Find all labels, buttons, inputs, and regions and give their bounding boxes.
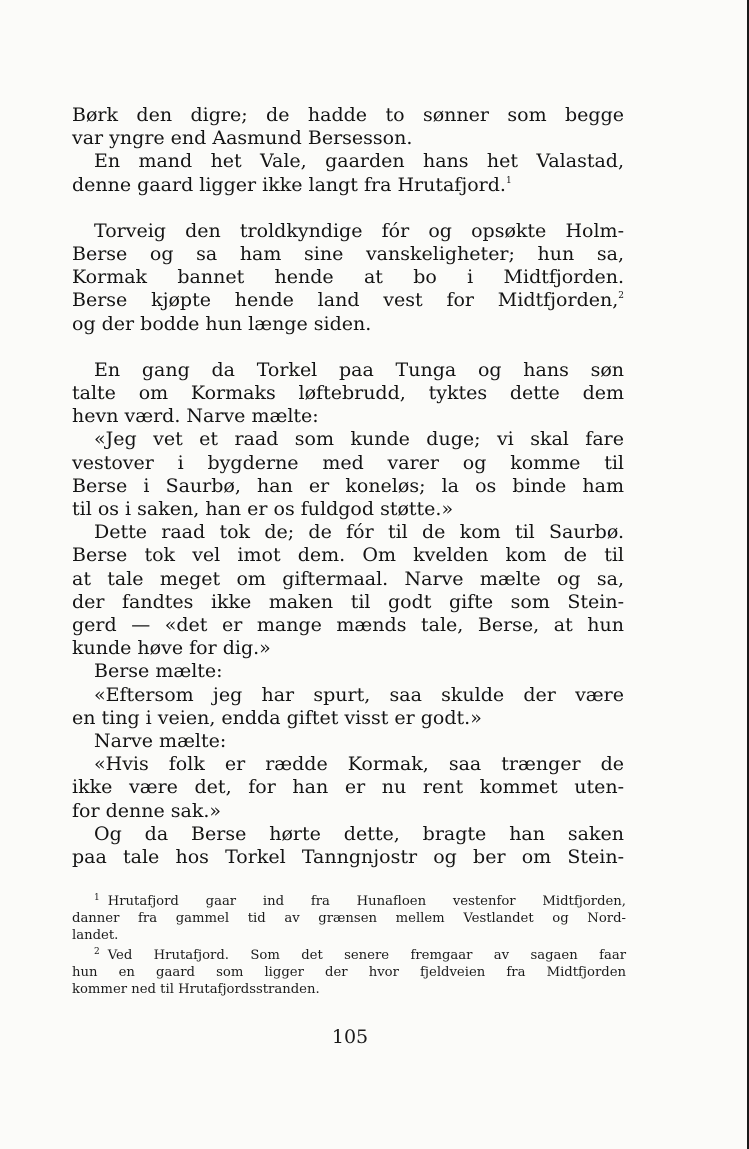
text-line: Berse tok vel imot dem. Om kvelden kom de til — [72, 544, 624, 567]
paragraph-4 — [72, 359, 624, 429]
paragraph-2 — [72, 150, 624, 196]
footnote-line: hun en gaard som ligger der hvor fjeldveien fra Midtfjorden — [72, 965, 626, 980]
footnote-line — [72, 944, 626, 964]
text-line: Børk den digre; de hadde to sønner som begge — [72, 104, 624, 126]
text-line: gerd — «det er mange mænds tale, Berse, at hun — [72, 614, 624, 637]
paragraph-9 — [72, 730, 624, 753]
text-line: for denne sak.» — [72, 799, 222, 822]
text-line: Torveig den troldkyndige fór og opsøkte Holm- — [94, 219, 624, 242]
text-line: Kormak bannet hende at bo i Midtfjorden. — [72, 266, 624, 289]
text-line: Berse mælte: — [94, 660, 223, 683]
text-line — [72, 174, 624, 197]
text-line: «Jeg vet et raad som kunde duge; vi skal fare — [94, 428, 624, 451]
paragraph-6 — [72, 521, 624, 660]
footnotes — [72, 890, 626, 998]
footnote-2 — [72, 944, 626, 998]
paragraph-11 — [72, 823, 624, 869]
footnote-text: Ved Hrutafjord. Som det senere fremgaar av sagaen faar — [107, 948, 626, 963]
text-line: hevn værd. Narve mælte: — [72, 405, 319, 428]
text-line — [72, 289, 624, 312]
footnote-mark: 2 — [94, 947, 100, 957]
text-line: «Hvis folk er rædde Kormak, saa trænger de — [94, 753, 624, 776]
text-line-content: denne gaard ligger ikke langt fra Hrutafjord. — [72, 173, 506, 196]
text-line: Berse og sa ham sine vanskeligheter; hun sa, — [72, 243, 624, 266]
text-line: talte om Kormaks løftebrudd, tyktes dette dem — [72, 382, 624, 405]
text-line: En mand het Vale, gaarden hans het Valastad, — [94, 150, 624, 173]
body-text — [72, 104, 624, 869]
text-line: var yngre end Aasmund Bersesson. — [72, 127, 413, 150]
text-line: til os i saken, han er os fuldgod støtte.» — [72, 498, 454, 521]
footnote-1 — [72, 890, 626, 944]
text-line: og der bodde hun længe siden. — [72, 312, 372, 335]
text-line: Og da Berse hørte dette, bragte han saken — [94, 822, 624, 845]
text-line: «Eftersom jeg har spurt, saa skulde der være — [94, 683, 624, 706]
footnote-text: Hrutafjord gaar ind fra Hunafloen vestenfor Midtfjorden, — [107, 894, 626, 909]
paragraph-3 — [72, 220, 624, 336]
text-line: En gang da Torkel paa Tunga og hans søn — [94, 358, 624, 381]
text-line: en ting i veien, endda giftet visst er godt.» — [72, 706, 482, 729]
footnote-line — [72, 890, 626, 910]
paragraph-5 — [72, 428, 624, 521]
text-line: paa tale hos Torkel Tanngnjostr og ber om Stein- — [72, 846, 624, 869]
text-line-content: Berse kjøpte hende land vest for Midtfjorden, — [72, 289, 619, 312]
text-line: kunde høve for dig.» — [72, 637, 271, 660]
paragraph-7 — [72, 660, 624, 683]
footnote-line: landet. — [72, 928, 119, 943]
text-line: der fandtes ikke maken til godt gifte som Stein- — [72, 590, 624, 613]
footnote-line: danner fra gammel tid av grænsen mellem Vestlandet og Nord- — [72, 911, 626, 926]
footnote-mark: 1 — [94, 893, 100, 903]
footnote-line: kommer ned til Hrutafjordsstranden. — [72, 982, 320, 997]
text-line: vestover i bygderne med varer og komme til — [72, 451, 624, 474]
footnote-ref: 2 — [618, 291, 624, 302]
paragraph-8 — [72, 684, 624, 730]
text-line: at tale meget om giftermaal. Narve mælte og sa, — [72, 567, 624, 590]
paragraph-10 — [72, 753, 624, 823]
page-number: 105 — [331, 1026, 369, 1048]
text-line: Berse i Saurbø, han er koneløs; la os binde ham — [72, 474, 624, 497]
footnote-ref: 1 — [505, 175, 512, 186]
text-line: ikke være det, for han er nu rent kommet uten- — [72, 776, 624, 799]
text-line: Dette raad tok de; de fór til de kom til Saurbø. — [94, 521, 624, 544]
text-line: Narve mælte: — [94, 730, 227, 753]
paragraph-1 — [72, 104, 624, 150]
